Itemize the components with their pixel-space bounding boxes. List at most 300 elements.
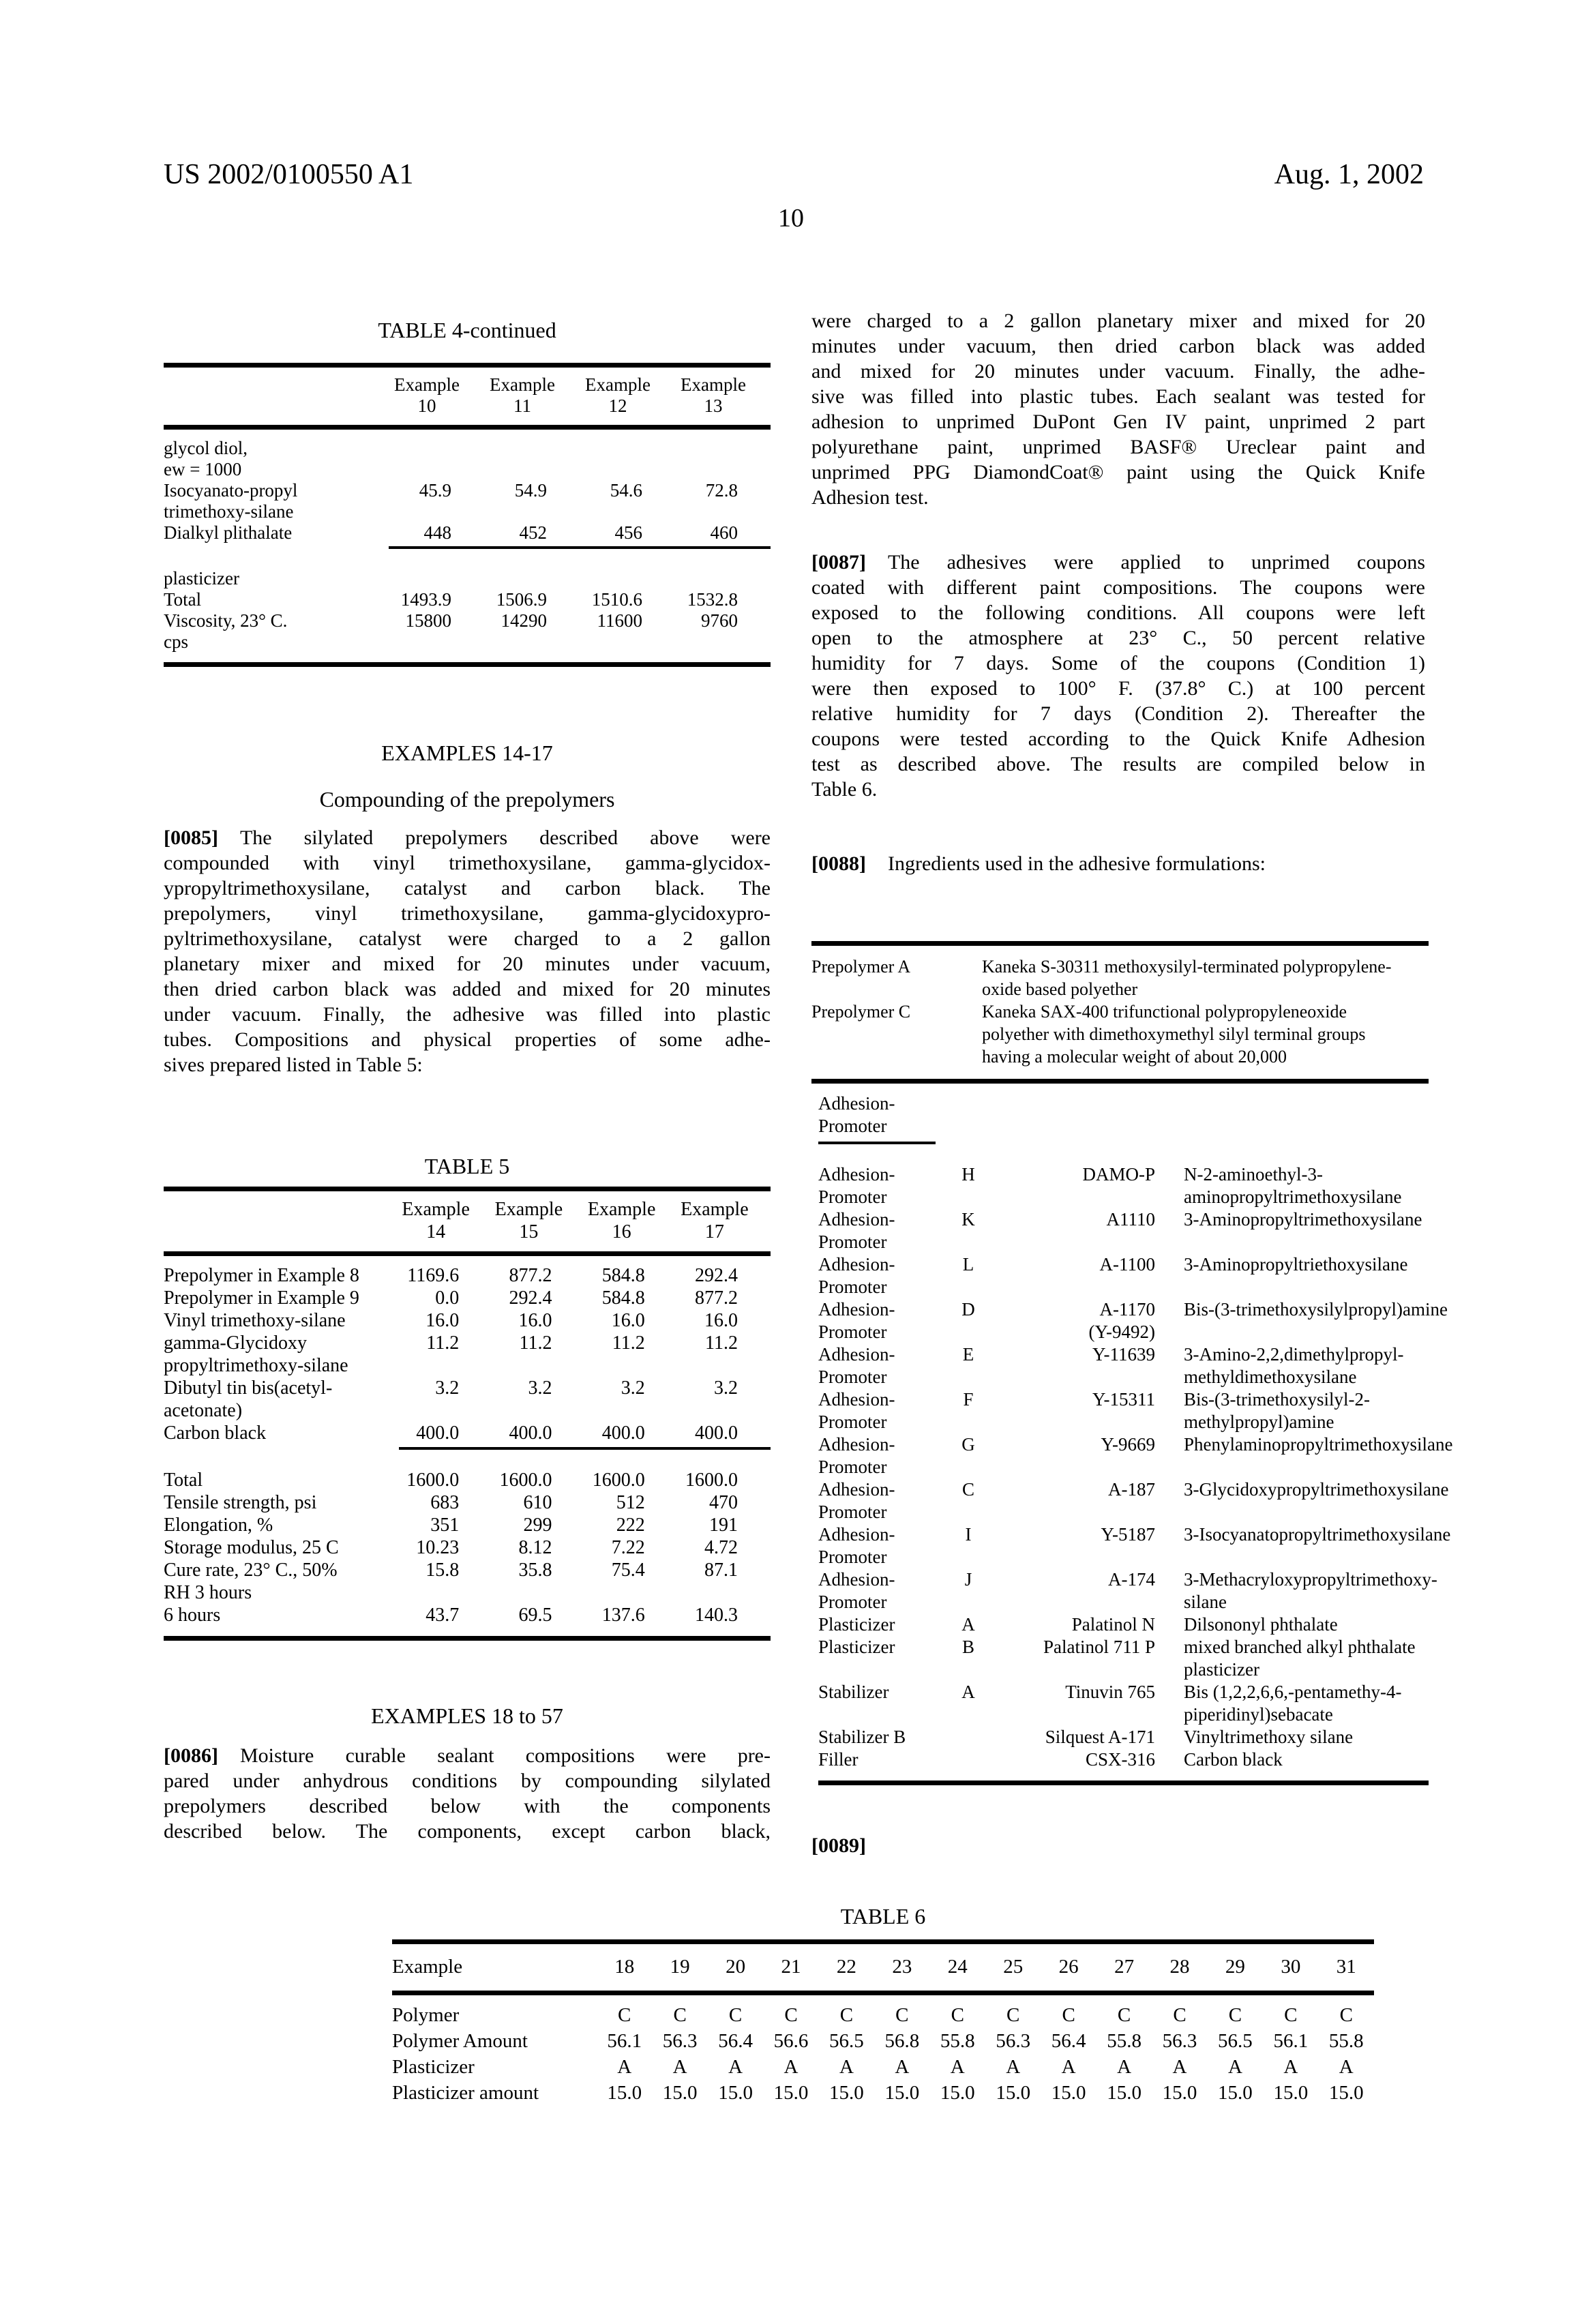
trade-name (996, 1298, 1166, 1343)
trade-name-line: Y-11639 (1092, 1344, 1155, 1365)
cell-value (675, 459, 771, 480)
ingredient-letter: E (962, 1344, 974, 1365)
cell-value: 69.5 (518, 1605, 552, 1626)
row-label: propyltrimethoxy-silane (164, 1355, 348, 1376)
cell-value: 56.6 (773, 2030, 809, 2052)
cell-value: A (895, 2056, 910, 2078)
chemical-name-line: 3-Aminopropyltriethoxysilane (1184, 1254, 1408, 1275)
column-header-line1: Example (585, 374, 651, 395)
ingredient-type (818, 1343, 941, 1388)
table-body (392, 1995, 1374, 2106)
ingredient-letter: C (961, 1479, 974, 1500)
cell-value: 43.7 (426, 1605, 460, 1626)
paragraph-line: were then exposed to 100° F. (37.8° C.) at 100 percent (811, 677, 1425, 700)
cell-value: 400.0 (416, 1422, 460, 1444)
trade-name (996, 1208, 1166, 1253)
table-bottom-rule (818, 1781, 1429, 1785)
cell-value: C (728, 2004, 743, 2026)
type-line: Promoter (818, 1592, 887, 1612)
trade-name (996, 1681, 1166, 1726)
ingredient-type (818, 1388, 941, 1433)
cell-value: C (895, 2004, 909, 2026)
paragraph-0089 (811, 1833, 888, 1858)
cell-value: C (673, 2004, 687, 2026)
paragraph-line: coupons were tested according to the Quick Knife Adhesion (811, 728, 1425, 750)
ingredient-type (818, 1523, 941, 1568)
cell-value: 610 (523, 1492, 552, 1513)
ingredient-type (818, 1636, 941, 1681)
chemical-name-line: 3-Methacryloxypropyltrimethoxy- (1184, 1569, 1437, 1590)
table-row (811, 955, 1429, 1000)
table-row (818, 1478, 1449, 1523)
paragraph-0086 (164, 1743, 771, 1844)
trade-name (996, 1748, 1166, 1771)
cell-value: C (1228, 2004, 1242, 2026)
paragraph-line (811, 1833, 888, 1858)
type-line: Stabilizer (818, 1682, 889, 1702)
ingredient-letter: A (961, 1614, 975, 1635)
chemical-name-line: silane (1184, 1592, 1227, 1612)
cell-value: 16.0 (426, 1310, 460, 1331)
type-line: Filler (818, 1749, 859, 1770)
description-line: Kaneka S-30311 methoxysilyl-terminated polypropylene- (982, 957, 1392, 977)
description-line: having a molecular weight of about 20,000 (982, 1047, 1287, 1067)
paragraph-number: [0085] (164, 826, 218, 849)
ingredient-letter: D (961, 1299, 975, 1320)
table-row (818, 1388, 1429, 1433)
promoter-header-line2: Promoter (818, 1116, 887, 1136)
cell-value: 72.8 (705, 480, 738, 501)
publication-date: Aug. 1, 2002 (1274, 159, 1424, 190)
table-row (392, 2028, 1374, 2054)
paragraph-line: pared under anhydrous conditions by compounding silylated (164, 1770, 771, 1792)
table-corner-cell (164, 1198, 399, 1243)
paragraph-line: prepolymers described below with the components (164, 1795, 771, 1817)
type-line: Adhesion- (818, 1254, 895, 1275)
cell-value: 56.4 (1051, 2030, 1086, 2052)
cell-value: 56.5 (829, 2030, 864, 2052)
row-label: Prepolymer in Example 8 (164, 1265, 359, 1286)
cell-value: 512 (616, 1492, 645, 1513)
column-header: 24 (947, 1956, 968, 1978)
chemical-name (1166, 1208, 1429, 1253)
row-label: Polymer Amount (392, 2030, 528, 2052)
table-body (164, 430, 771, 662)
cell-value (492, 1581, 584, 1604)
paragraph-line: exposed to the following conditions. All coupons were left (811, 601, 1425, 624)
cell-value (585, 1399, 678, 1422)
cell-value: 56.1 (607, 2030, 642, 2052)
cell-value: 15.0 (940, 2082, 975, 2104)
chemical-name-line: Bis-(3-trimethoxysilylpropyl)amine (1184, 1299, 1448, 1320)
chemical-name-line: methylpropyl)amine (1184, 1412, 1334, 1432)
cell-value (484, 631, 580, 653)
table-header-row (164, 368, 771, 425)
table-row (818, 1343, 1429, 1388)
type-line: Promoter (818, 1232, 887, 1252)
cell-value: 1493.9 (400, 589, 451, 610)
paragraph-line: minutes under vacuum, then dried carbon black was added (811, 335, 1425, 357)
cell-value: 1169.6 (407, 1265, 460, 1286)
table-header-rule (164, 425, 771, 430)
trade-name-line: Y-5187 (1101, 1524, 1155, 1545)
table-row (164, 568, 771, 589)
cell-value: C (1339, 2004, 1353, 2026)
type-line: Promoter (818, 1367, 887, 1387)
trade-name-line: CSX-316 (1085, 1749, 1155, 1770)
trade-name (996, 1433, 1166, 1478)
chemical-name-line: Bis (1,2,2,6,6,-pentamethy-4- (1184, 1682, 1402, 1702)
table-row (818, 1208, 1429, 1253)
cell-value: 1506.9 (496, 589, 547, 610)
ingredient-letter: K (961, 1209, 975, 1230)
trade-name-line: A1110 (1106, 1209, 1155, 1230)
chemical-name (1166, 1748, 1429, 1771)
promoter-header-underline (818, 1092, 936, 1144)
table-row (818, 1253, 1429, 1298)
row-label: trimethoxy-silane (164, 501, 294, 522)
cell-value: C (618, 2004, 631, 2026)
paragraph-line: pyltrimethoxysilane, catalyst were charged to a 2 gallon (164, 927, 771, 950)
paragraph-number: [0088] (811, 852, 866, 875)
table-row (164, 1332, 771, 1354)
type-line: Promoter (818, 1277, 887, 1297)
cell-value: 299 (523, 1515, 552, 1536)
trade-name-line: Y-9669 (1101, 1434, 1155, 1455)
promoter-table (818, 1163, 1453, 1785)
table-row (164, 438, 771, 459)
paragraph-number: [0089] (811, 1834, 866, 1857)
cell-value: 55.8 (1107, 2030, 1141, 2052)
column-header (492, 1198, 584, 1243)
table-body (811, 946, 1429, 1079)
column-header (585, 1198, 678, 1243)
ingredient-type (818, 1478, 941, 1523)
row-label: Carbon black (164, 1422, 267, 1444)
cell-value (484, 459, 580, 480)
row-label: Plasticizer (392, 2056, 475, 2078)
cell-value: C (1284, 2004, 1298, 2026)
cell-value: 56.3 (996, 2030, 1031, 2052)
paragraph-line: sive was filled into plastic tubes. Each sealant was tested for (811, 385, 1425, 408)
cell-value: 56.8 (884, 2030, 920, 2052)
cell-value: 15.0 (1273, 2082, 1309, 2104)
table-row (164, 1514, 771, 1536)
cell-value: 15.0 (884, 2082, 920, 2104)
table-row (164, 1309, 771, 1332)
chemical-name (1166, 1163, 1429, 1208)
cell-value (399, 1399, 492, 1422)
ingredient-type (818, 1208, 941, 1253)
paragraph-line: prepolymers, vinyl trimethoxysilane, gamma-glycidoxypro- (164, 902, 771, 925)
table-top-rule (392, 1939, 1374, 1944)
column-header: 21 (781, 1956, 801, 1978)
cell-value (580, 631, 675, 653)
ingredient-term: Prepolymer A (811, 957, 911, 977)
chemical-name-line: Dilsononyl phthalate (1184, 1614, 1338, 1635)
cell-value: 15.0 (1162, 2082, 1197, 2104)
cell-value: 140.3 (695, 1605, 738, 1626)
column-header-line2: 13 (704, 396, 723, 416)
row-label: gamma-Glycidoxy (164, 1332, 307, 1354)
cell-value: A (1172, 2056, 1187, 2078)
cell-value: 15800 (405, 610, 451, 631)
chemical-name (1166, 1681, 1429, 1726)
table-row (392, 2080, 1374, 2106)
trade-name (996, 1253, 1166, 1298)
column-header: 22 (836, 1956, 856, 1978)
cell-value (492, 1354, 584, 1377)
table5 (164, 1187, 771, 1641)
cell-value: A (672, 2056, 687, 2078)
cell-value: 10.23 (416, 1537, 460, 1558)
paragraph-line: relative humidity for 7 days (Condition 2). Thereafter the (811, 702, 1425, 725)
table-row (818, 1726, 1429, 1748)
column-header (678, 1198, 771, 1243)
cell-value: 35.8 (518, 1560, 552, 1581)
cell-value: 87.1 (704, 1560, 738, 1581)
table-top-rule (164, 1187, 771, 1191)
type-line: Plasticizer (818, 1614, 895, 1635)
cell-value (675, 631, 771, 653)
chemical-name-line: mixed branched alkyl phthalate (1184, 1637, 1416, 1657)
row-label: acetonate) (164, 1400, 243, 1421)
table4-title: TABLE 4-continued (378, 318, 556, 342)
chemical-name (1166, 1433, 1452, 1478)
table-header-row (164, 1191, 771, 1251)
table-bottom-rule (164, 1636, 771, 1641)
trade-name-line: A-187 (1108, 1479, 1155, 1500)
cell-value: 16.0 (518, 1310, 552, 1331)
cell-value (675, 568, 771, 589)
cell-value: 4.72 (704, 1537, 738, 1558)
cell-value: C (1173, 2004, 1186, 2026)
trade-name-line: A-1170 (1099, 1299, 1155, 1320)
row-label: Tensile strength, psi (164, 1492, 317, 1513)
column-header: 30 (1281, 1956, 1301, 1978)
promoter-header-line1: Adhesion- (818, 1093, 895, 1114)
cell-value (484, 568, 580, 589)
cell-value: A (839, 2056, 854, 2078)
row-label: Plasticizer amount (392, 2082, 539, 2104)
cell-value (389, 501, 484, 522)
type-line: Adhesion- (818, 1344, 895, 1365)
ingredient-letter: G (961, 1434, 975, 1455)
ingredient-type (818, 1726, 941, 1748)
cell-value: C (784, 2004, 798, 2026)
table-row (164, 1559, 771, 1581)
column-header-line1: Example (402, 1199, 470, 1220)
row-label: ew = 1000 (164, 459, 242, 479)
cell-value: 877.2 (695, 1287, 738, 1309)
chemical-name-line: N-2-aminoethyl-3- (1184, 1164, 1323, 1185)
ingredient-term: Prepolymer C (811, 1002, 911, 1022)
description-line: polyether with dimethoxymethyl silyl terminal groups (982, 1024, 1366, 1044)
paragraph-line: humidity for 7 days. Some of the coupons (Condition 1) (811, 652, 1425, 674)
column-header-line1: Example (681, 1199, 749, 1220)
trade-name-line: Palatinol N (1071, 1614, 1155, 1635)
examples-18-57-heading: EXAMPLES 18 to 57 (371, 1703, 563, 1728)
cell-value: 55.8 (1328, 2030, 1364, 2052)
cell-value: 54.6 (610, 480, 642, 501)
table-row (392, 2002, 1374, 2028)
column-header: 20 (726, 1956, 746, 1978)
table-row (164, 480, 771, 501)
table-row (818, 1433, 1453, 1478)
trade-name-line: Palatinol 711 P (1043, 1637, 1155, 1657)
table-header-rule (164, 1251, 771, 1256)
ingredient-type (818, 1748, 941, 1771)
cell-value: 56.4 (718, 2030, 753, 2052)
cell-value: 400.0 (601, 1422, 645, 1444)
cell-value: 1600.0 (499, 1470, 552, 1491)
trade-name-line: A-174 (1108, 1569, 1155, 1590)
table-top-rule (811, 941, 1429, 946)
cell-value (585, 1581, 678, 1604)
table-bottom-rule (811, 1079, 1429, 1084)
cell-value: 15.0 (718, 2082, 753, 2104)
table-corner-cell (164, 374, 389, 417)
row-label: Vinyl trimethoxy-silane (164, 1310, 346, 1331)
table-header-rule (392, 1991, 1374, 1995)
cell-value (399, 1354, 492, 1377)
table-row (164, 522, 771, 543)
cell-value: 16.0 (611, 1310, 645, 1331)
chemical-name (1166, 1343, 1429, 1388)
row-label: Dialkyl plithalate (164, 522, 293, 543)
cell-value: 683 (430, 1492, 460, 1513)
paragraph-line: Adhesion test. (811, 486, 929, 509)
cell-value: A (783, 2056, 799, 2078)
table-row (164, 631, 771, 653)
chemical-name (1166, 1613, 1429, 1636)
cell-value: 292.4 (695, 1265, 738, 1286)
paragraph-line: coated with different paint compositions. The coupons were (811, 576, 1425, 599)
column-header: 19 (670, 1956, 690, 1978)
cell-value: A (1117, 2056, 1132, 2078)
row-label: cps (164, 631, 188, 652)
ingredient-letter (941, 1726, 996, 1748)
partial-rule (389, 546, 771, 549)
type-line: Promoter (818, 1412, 887, 1432)
chemical-name (1166, 1636, 1429, 1681)
trade-name (996, 1636, 1166, 1681)
table-row (164, 1469, 771, 1491)
paragraph-0087 (811, 550, 1425, 802)
column-header-line1: Example (394, 374, 460, 395)
cell-value: 137.6 (601, 1605, 645, 1626)
table-row (164, 501, 771, 522)
paragraph-line: test as described above. The results are compiled below in (811, 753, 1425, 775)
column-header: 31 (1336, 1956, 1356, 1978)
cell-value: A (1006, 2056, 1021, 2078)
table5-title: TABLE 5 (424, 1154, 510, 1178)
table-spacer (164, 1452, 771, 1469)
column-header-line1: Example (494, 1199, 563, 1220)
table-row (818, 1298, 1448, 1343)
row-label: glycol diol, (164, 438, 248, 458)
table-row (164, 1377, 771, 1399)
cell-value: 11.2 (426, 1332, 460, 1354)
table-header-row (392, 1944, 1374, 1991)
column-header (399, 1198, 492, 1243)
column-header-line2: 17 (704, 1221, 724, 1242)
partial-rule (399, 1447, 771, 1450)
cell-value: 351 (430, 1515, 460, 1536)
trade-name (996, 1613, 1166, 1636)
paragraph-line: ypropyltrimethoxysilane, catalyst and carbon black. The (164, 877, 771, 899)
cell-value: 3.2 (621, 1377, 645, 1399)
paragraph-line: unprimed PPG DiamondCoat® paint using the Quick Knife (811, 461, 1425, 483)
cell-value: C (1117, 2004, 1131, 2026)
cell-value: 8.12 (518, 1537, 552, 1558)
row-label: Example (392, 1956, 463, 1978)
ingredient-letter: A (961, 1682, 975, 1702)
table-row (818, 1613, 1429, 1636)
cell-value (580, 438, 675, 459)
row-label: Storage modulus, 25 C (164, 1537, 339, 1558)
chemical-name-line: Vinyltrimethoxy silane (1184, 1727, 1354, 1747)
row-label: 6 hours (164, 1605, 221, 1626)
column-header: 29 (1225, 1956, 1245, 1978)
cell-value: 0.0 (435, 1287, 460, 1309)
cell-value: 877.2 (509, 1265, 552, 1286)
description-line: Kaneka SAX-400 trifunctional polypropyleneoxide (982, 1002, 1347, 1022)
cell-value: A (950, 2056, 965, 2078)
paragraph-line: polyurethane paint, unprimed BASF® Ureclear paint and (811, 436, 1425, 458)
cell-value: 9760 (701, 610, 738, 631)
ingredient-letter: L (962, 1254, 974, 1275)
cell-value: 3.2 (714, 1377, 738, 1399)
cell-value: C (1006, 2004, 1020, 2026)
ingredient-type (818, 1681, 941, 1726)
cell-value (389, 568, 484, 589)
column-header-line1: Example (490, 374, 555, 395)
type-line: Adhesion- (818, 1434, 895, 1455)
paragraph-line: [0088] Ingredients used in the adhesive formulations: (811, 852, 1266, 875)
paragraph-line: planetary mixer and mixed for 20 minutes under vacuum, (164, 953, 771, 975)
cell-value: 448 (423, 522, 451, 543)
column-header (675, 374, 771, 417)
cell-value: 292.4 (509, 1287, 552, 1309)
cell-value: 7.22 (611, 1537, 645, 1558)
cell-value: 400.0 (695, 1422, 738, 1444)
cell-value (399, 1581, 492, 1604)
cell-value: 56.1 (1273, 2030, 1309, 2052)
cell-value (678, 1581, 771, 1604)
cell-value: A (617, 2056, 632, 2078)
cell-value (484, 438, 580, 459)
row-label: Isocyanato-propyl (164, 480, 298, 501)
trade-name (996, 1388, 1166, 1433)
column-header (484, 374, 580, 417)
cell-value: 15.0 (829, 2082, 864, 2104)
ingredient-letter: I (965, 1524, 972, 1545)
ingredient-description (982, 1000, 1429, 1068)
table-row (164, 1536, 771, 1559)
table-top-rule (164, 363, 771, 368)
type-line: Adhesion- (818, 1479, 895, 1500)
ingredient-type (818, 1298, 941, 1343)
ingredient-letter: H (961, 1164, 975, 1185)
paragraph-line: adhesion to unprimed DuPont Gen IV paint, unprimed 2 part (811, 411, 1425, 433)
cell-value: 1600.0 (685, 1470, 738, 1491)
publication-number: US 2002/0100550 A1 (164, 159, 414, 190)
cell-value: A (1227, 2056, 1242, 2078)
paragraph-line: open to the atmosphere at 23° C., 50 percent relative (811, 627, 1425, 649)
chemical-name-line: methyldimethoxysilane (1184, 1367, 1357, 1387)
cell-value: C (839, 2004, 854, 2026)
